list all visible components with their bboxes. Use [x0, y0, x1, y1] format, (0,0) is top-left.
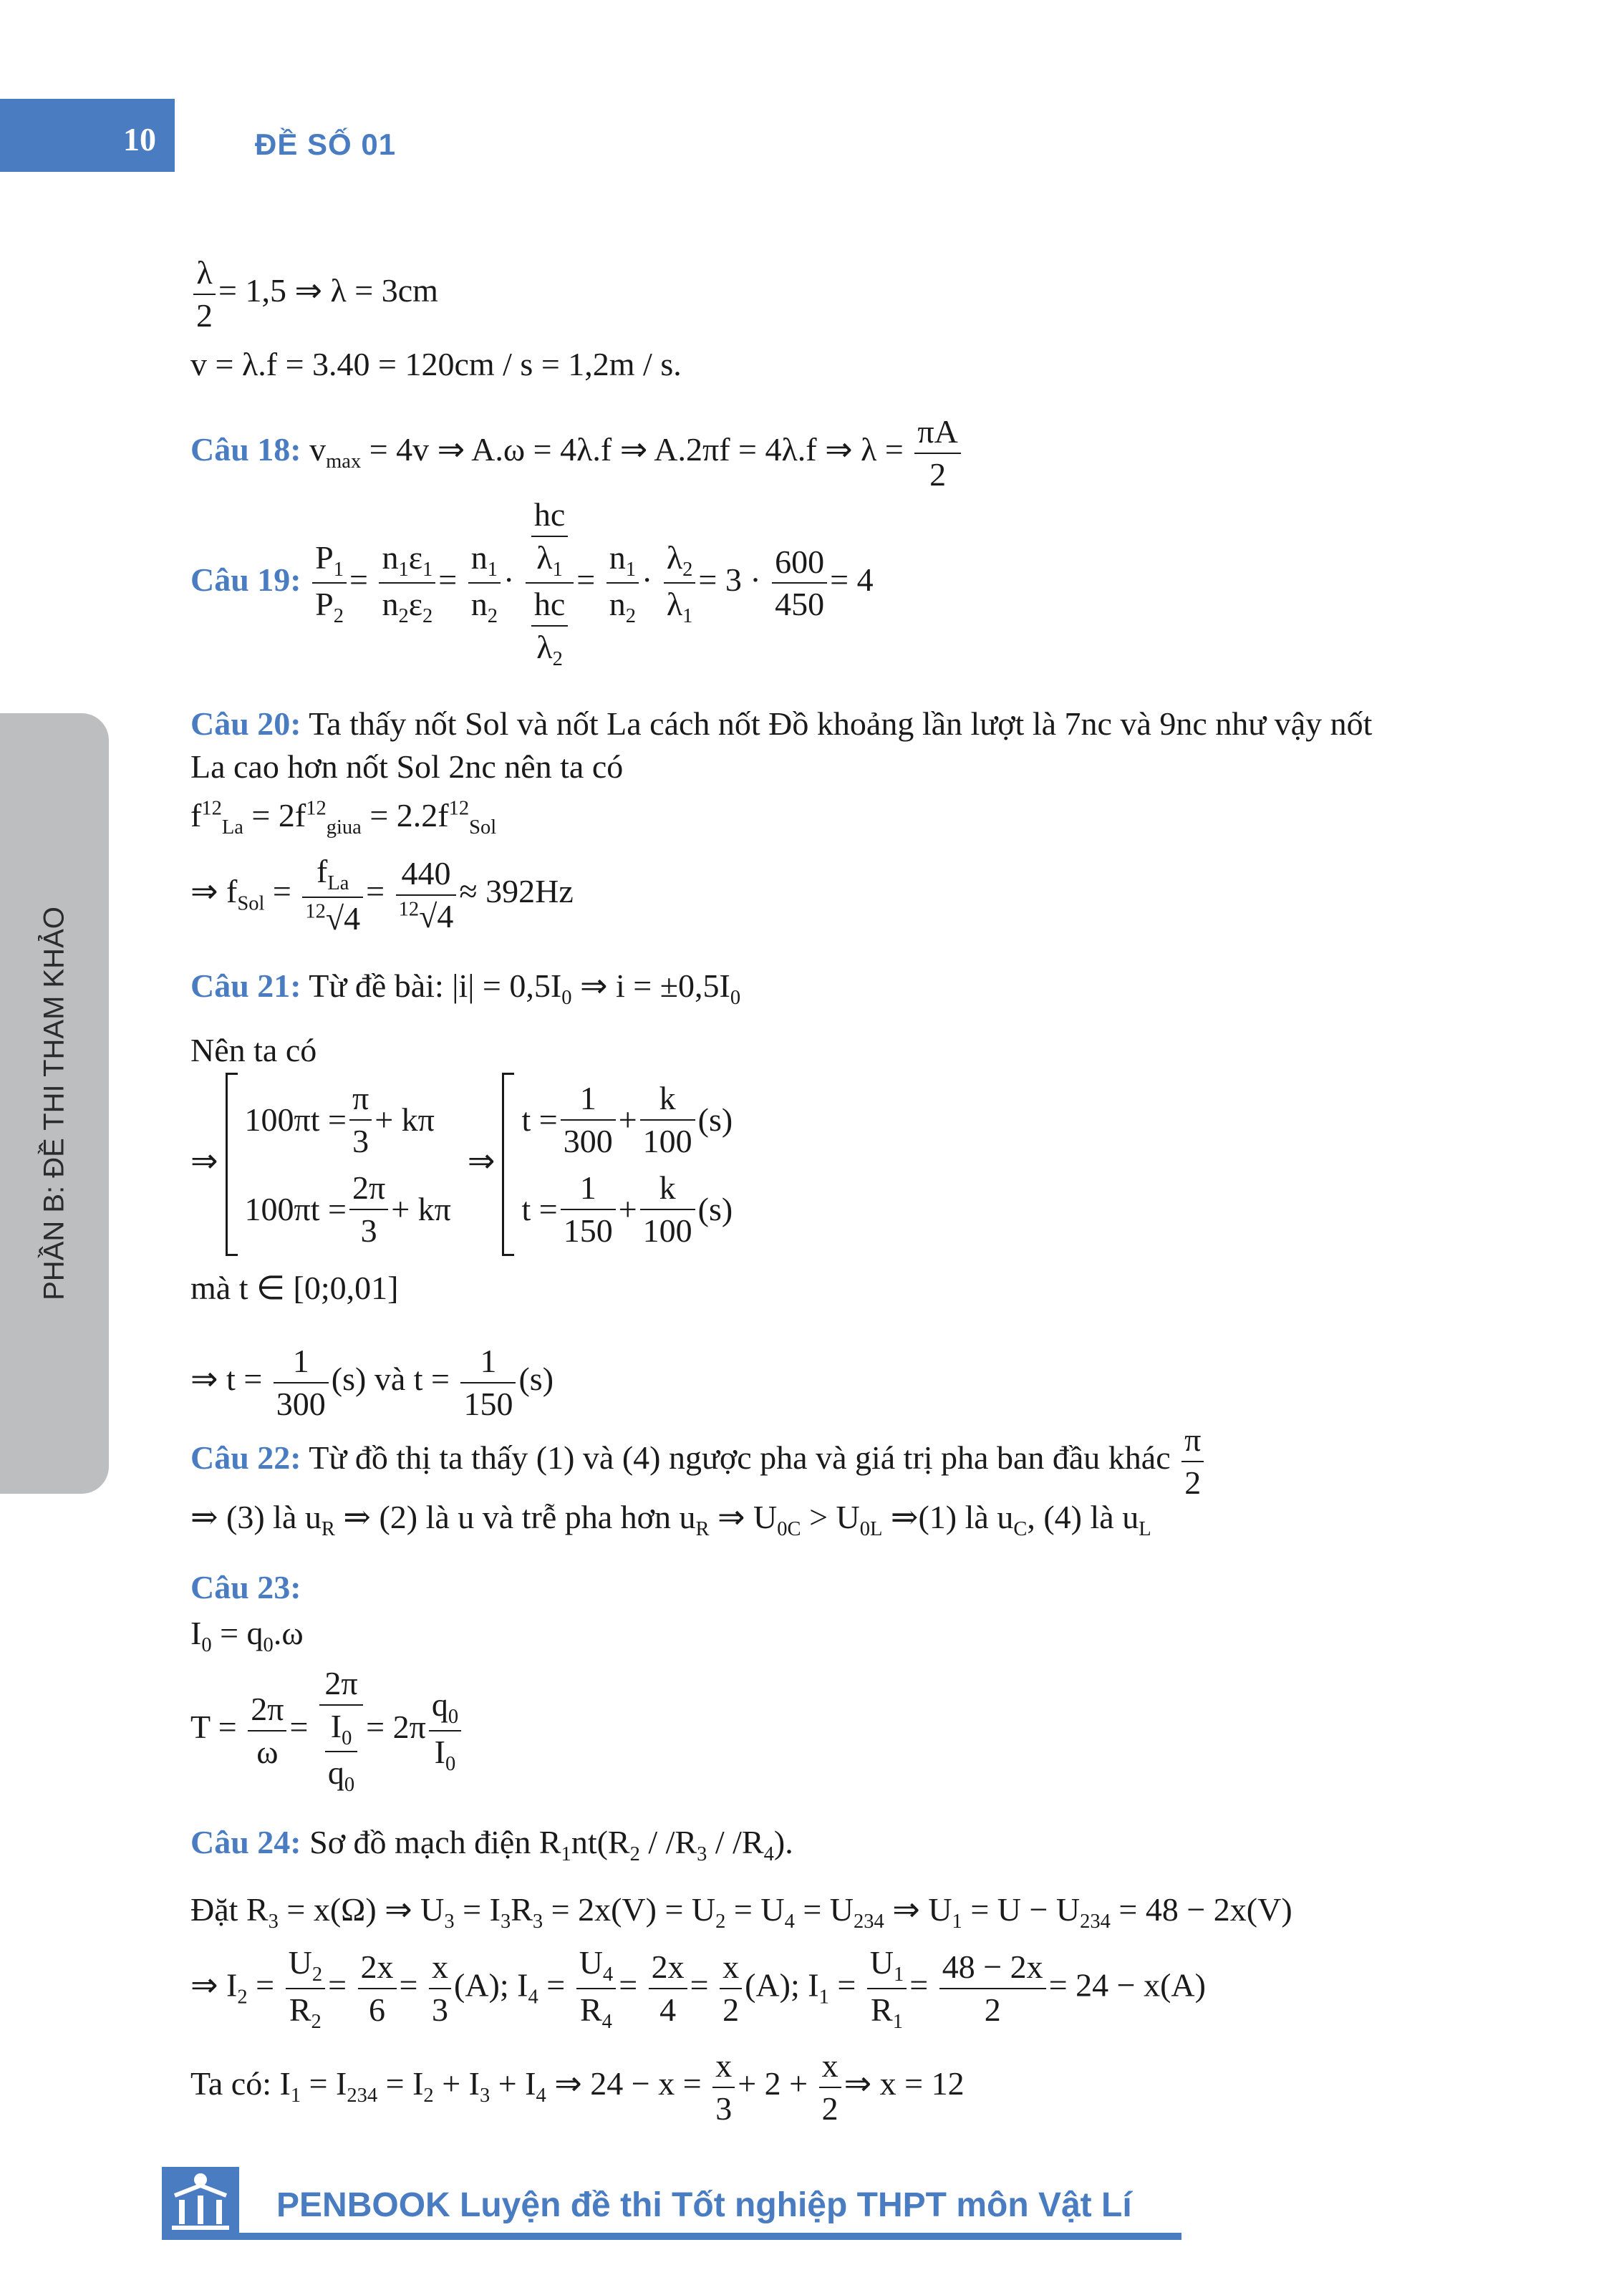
- page-title: ĐỀ SỐ 01: [255, 127, 397, 161]
- question-20-formula1: $f^{12}_{La} = 2f^{12}_{giua} = 2.2f^{12}_{Sol}$: [190, 797, 497, 839]
- question-22: Câu 22: Từ đồ thị ta thấy (1) và (4) ngược pha và giá trị pha ban đầu khác $\frac{\pi}{2}$: [190, 1419, 1207, 1503]
- question-20-line2: La cao hơn nốt Sol 2nc nên ta có: [190, 748, 624, 785]
- question-label: Câu 24:: [190, 1824, 301, 1860]
- question-21-nen: Nên ta có: [190, 1032, 317, 1068]
- question-23-formula1: $I_0 = q_0.\omega$: [190, 1615, 304, 1657]
- question-24-line3: ⇒ $I_2$ = $\frac{U_2}{R_2}$ = $\frac{2x}{6}$ = $\frac{x}{3}$ (A); $I_4$ = $\frac{U_4}{R_4}$ = $\frac{2x}{4}$ = $\frac{x}{2}$ (A); $I_1$ = $\frac{U_1}{R_1}$ = $\frac{48 - 2x}{2}$ = 24 − x(A): [190, 1942, 1206, 2035]
- question-24-line2: Đặt $R_3 = x(\Omega)$ ⇒ $U_3 = I_3R_3 = 2x(V) = U_2 = U_4 = U_{234}$ ⇒ $U_1 = U - U_{234} = 48 - 2x(V)$: [190, 1891, 1292, 1933]
- question-label: Câu 22:: [190, 1439, 301, 1477]
- question-label: Câu 18:: [190, 431, 301, 468]
- question-21-system: ⇒ 100πt = $\frac{\pi}{3}$ + kπ 100πt = $\frac{2\pi}{3}$ + kπ ⇒ t = $\frac{1}{300}$ + $\frac{k}{100}$ (s) t = $\frac{1}{150}$ + $\frac{k}{100}$ (s): [190, 1073, 733, 1256]
- question-23-formula2: T = $\frac{2\pi}{\omega}$ = $\frac{2\pi}{\frac{I_0}{q_0}}$ = 2π $\frac{q_0}{I_0}$: [190, 1663, 464, 1798]
- question-24: Câu 24: Sơ đồ mạch điện $R_1nt(R_2 / /R_3 / /R_4)$.: [190, 1824, 793, 1866]
- question-label: Câu 21:: [190, 967, 301, 1004]
- question-label: Câu 23:: [190, 1569, 301, 1605]
- question-21-result: ⇒ t = $\frac{1}{300}$ (s) và t = $\frac{1}{150}$ (s): [190, 1341, 554, 1424]
- question-label: Câu 19:: [190, 561, 301, 598]
- footer-rule: [162, 2233, 1181, 2240]
- question-20: Câu 20: Ta thấy nốt Sol và nốt La cách nốt Đồ khoảng lần lượt là 7nc và 9nc như vậy nốt: [190, 705, 1373, 742]
- line-velocity: v = λ.f = 3.40 = 120cm / s = 1,2m / s.: [190, 346, 682, 382]
- question-23: [190, 1567, 301, 1608]
- page-number: 10: [123, 121, 156, 158]
- question-24-line4: Ta có: $I_1 = I_{234} = I_2 + I_3 + I_4$ ⇒ 24 − x = $\frac{x}{3}$ + 2 + $\frac{x}{2}$ ⇒ x = 12: [190, 2045, 965, 2129]
- penbook-logo-icon: [162, 2167, 239, 2233]
- side-tab-text: PHẦN B: ĐỀ THI THAM KHẢO: [38, 907, 70, 1300]
- question-label: Câu 20:: [190, 705, 301, 742]
- question-22-line2: ⇒ (3) là $u_R$ ⇒ (2) là u và trễ pha hơn $u_R$ ⇒ $U_{0C} > U_{0L}$ ⇒(1) là $u_C$, (4) là $u_L$: [190, 1499, 1151, 1541]
- question-21-ma: mà t ∈ [0;0,01]: [190, 1270, 399, 1306]
- line-wavelength: $\frac{\lambda}{2}$ = 1,5 ⇒ λ = 3cm: [190, 252, 438, 336]
- footer-title: PENBOOK Luyện đề thi Tốt nghiệp THPT môn Vật Lí: [276, 2186, 1132, 2224]
- question-20-formula2: ⇒ $f_{Sol}$ = $\frac{f_{La}}{^{12}√4}$ = $\frac{440}{^{12}√4}$ ≈ 392Hz: [190, 851, 574, 939]
- question-18: Câu 18: $v_{max} = 4v$ ⇒ A.ω = 4λ.f ⇒ A.2πf = 4λ.f ⇒ λ = $\frac{\pi A}{2}$: [190, 411, 964, 495]
- question-21: Câu 21: Từ đề bài: $|i| = 0,5I_0$ ⇒ $i = \pm 0,5I_0$: [190, 967, 741, 1010]
- question-19: Câu 19: $\frac{P_1}{P_2}$ = $\frac{n_1\varepsilon_1}{n_2\varepsilon_2}$ = $\frac{n_1}{n_2}$ · $\frac{\frac{hc}{\lambda_1}}{\frac{hc}{\lambda_2}}$ = $\frac{n_1}{n_2}$ · $\frac{\lambda_2}{\lambda_1}$ = 3 · $\frac{600}{450}$ = 4: [190, 494, 874, 672]
